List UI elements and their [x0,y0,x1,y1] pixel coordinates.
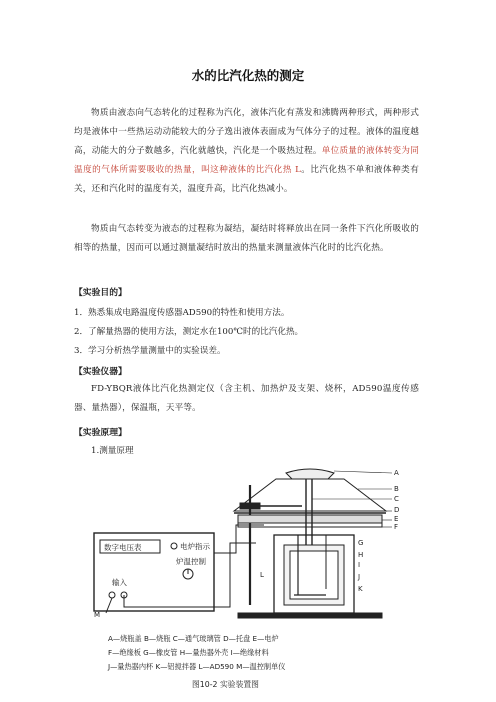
principle-heading: 【实验原理】 [74,428,127,438]
label-K: K [358,585,363,593]
label-L: L [260,571,264,579]
principle-subheading: 1.测量原理 [91,446,134,456]
label-H: H [358,551,364,559]
legend-line-2: F—绝缘板 G—橡皮管 H—量热器外壳 I—绝缘材料 [108,648,269,657]
base-plate [238,613,382,618]
label-I: I [358,561,361,569]
label-E: E [394,515,399,523]
instruments-text: FD-YBQR液体比汽化热测定仪（含主机、加热炉及支架、烧杯，AD590温度传感器、量热器），保温瓶，天平等。 [74,384,419,413]
label-B: B [394,485,399,493]
flask-lid [286,469,334,479]
furnace-indicator-lamp [171,543,177,549]
cable-heater [214,525,264,553]
label-A: A [394,469,399,477]
calorimeter-inner-cup [290,551,338,599]
label-D: D [394,506,400,514]
intro-text-1: 物质由液态向气态转化的过程称为汽化，液体汽化有蒸发和沸腾两种形式，两种形式均是液体中一些热运动动能较大的分子逸出液体表面成为气体分子的过程。液体的温度越高，动能大的分子数越多，汽化就越快，汽化是一个吸热过程。 [74,108,419,156]
label-F: F [394,523,399,531]
purpose-heading: 【实验目的】 [74,288,127,298]
intro-paragraph-2: 物质由气态转变为液态的过程称为凝结，凝结时将释放出在同一条件下汽化所吸收的相等的热量，因而可以通过测量凝结时放出的热量来测量液体汽化时的比汽化热。 [74,224,419,253]
input-terminal-1 [109,592,115,598]
legend-line-1: A—烧瓶盖 B—烧瓶 C—通气玻璃管 D—托盘 E—电炉 [108,634,279,643]
label-C: C [394,495,399,503]
electric-furnace [238,515,382,523]
instruments-heading: 【实验仪器】 [74,367,127,377]
label-J: J [358,573,361,581]
apparatus-figure [88,465,408,695]
legend-line-3: J—量热器内杯 K—铝搅拌器 L—AD590 M—温控制单仪 [108,662,286,671]
purpose-item-3: 3．学习分析热学量测量中的实验误差。 [74,346,226,356]
purpose-item-1: 1．熟悉集成电路温度传感器AD590的特性和使用方法。 [74,308,290,318]
input-label: 输入 [112,578,127,587]
intro-paragraph-1 [74,104,419,199]
voltmeter-label: 数字电压表 [104,543,142,552]
purpose-item-2: 2．了解量热器的使用方法，测定水在100℃时的比汽化热。 [74,327,304,337]
intro-text-1-end: 。比汽化热不单和液体种类有关，还和汽化时的温度有关，温度升高，比汽化热减小。 [74,165,419,194]
page-title: 水的比汽化热的测定 [191,68,305,83]
furnace-control-label: 炉温控制 [176,557,206,566]
furnace-indicator-label: 电炉指示 [180,542,210,551]
label-G: G [358,539,364,547]
label-M: M [94,611,101,619]
definition-highlight: 单位质量的液体转变为同温度的气体所需要吸收的热量，叫这种液体的比汽化热 L [74,146,419,175]
figure-caption: 图10-2 实验装置图 [192,680,259,689]
